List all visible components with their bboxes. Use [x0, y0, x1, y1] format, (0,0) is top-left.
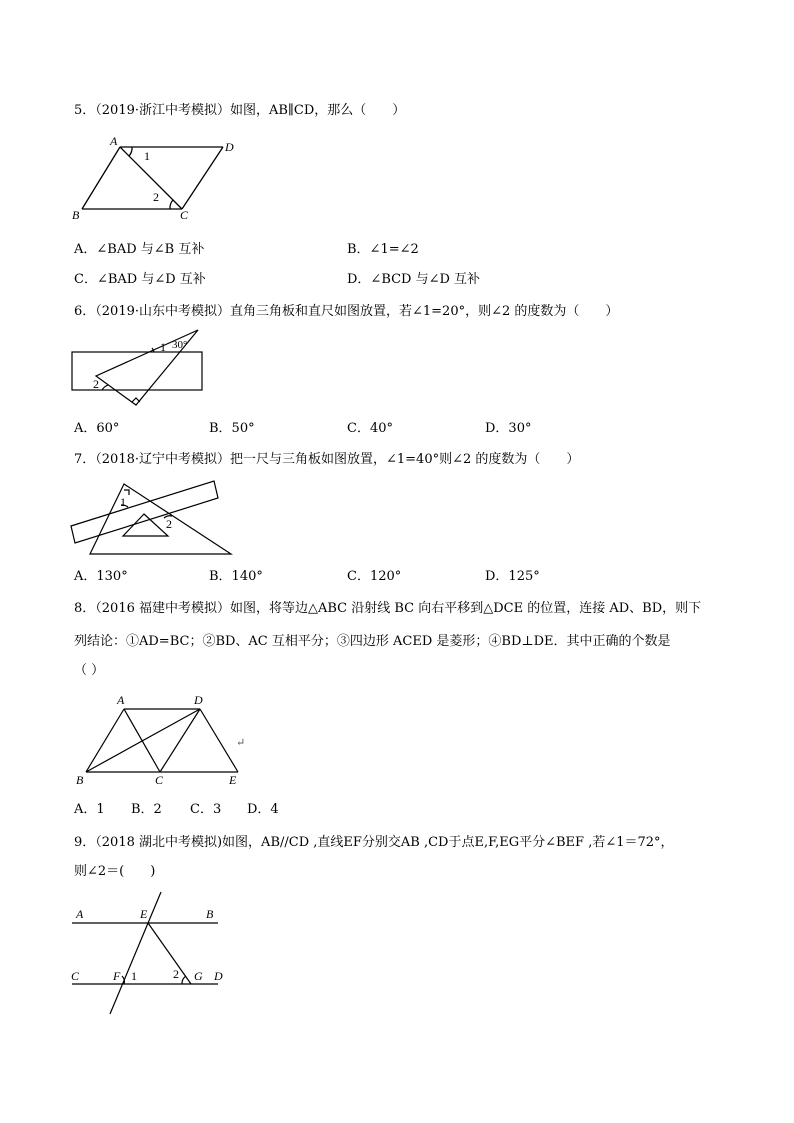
q8-label-D: D — [194, 693, 203, 707]
q8-line-DE — [200, 709, 238, 772]
q8-label-A: A — [117, 693, 125, 707]
q9-angle2-arc — [182, 976, 186, 984]
q9-label-G: G — [194, 969, 203, 983]
q8-stem-line3: （ ） — [74, 663, 105, 678]
q5-stem: 5．（2019·浙江中考模拟）如图，AB∥CD，那么（ ） — [74, 103, 406, 118]
q5-label-B: B — [72, 208, 80, 222]
q8-line-DC — [160, 709, 200, 772]
q9-label-F: F — [113, 969, 121, 983]
q6-stem: 6．（2019·山东中考模拟）直角三角板和直尺如图放置，若∠1=20°，则∠2 的度数为（ ） — [74, 304, 619, 319]
q9-label-C: C — [71, 969, 80, 983]
q7-option-b: B．140° — [209, 569, 263, 584]
q9-label-B: B — [206, 907, 214, 921]
q8-stem-line1: 8．（2016 福建中考模拟）如图，将等边△ABC 沿射线 BC 向右平移到△DCE 的位置，连接 AD、BD，则下 — [74, 601, 702, 616]
q5-angle1-arc — [129, 147, 132, 156]
q9-label-E: E — [140, 907, 148, 921]
q9-label-2: 2 — [173, 967, 179, 981]
q8-option-c: C．3 — [190, 802, 222, 817]
q8-option-d: D．4 — [247, 802, 279, 817]
q5-line-DC — [182, 147, 223, 209]
q9-label-A: A — [76, 907, 84, 921]
q7-label-1: 1 — [120, 495, 126, 509]
q6-option-b: B．50° — [209, 421, 255, 436]
q8-figure — [72, 690, 252, 788]
q7-label-2: 2 — [166, 517, 172, 531]
q5-line-AB — [82, 147, 120, 209]
q6-label-30: 30° — [172, 339, 188, 351]
q7-triangle-outer — [90, 484, 231, 554]
q6-label-2: 2 — [93, 377, 99, 391]
q6-label-1: 1 — [160, 340, 166, 354]
q8-stem-line2: 列结论：①AD=BC；②BD、AC 互相平分；③四边形 ACED 是菱形；④BD⊥DE．其中正确的个数是 — [74, 634, 671, 649]
q7-stem: 7．（2018·辽宁中考模拟）把一尺与三角板如图放置，∠1=40°则∠2 的度数为（ ） — [74, 452, 580, 467]
q9-stem-line1: 9．（2018 湖北中考模拟)如图，AB//CD ,直线EF分别交AB ,CD于点E,F,EG平分∠BEF ,若∠1＝72°， — [74, 835, 674, 850]
q9-stem-line2: 则∠2＝( ) — [74, 864, 156, 879]
q6-angle2-arc — [102, 385, 108, 390]
q7-ruler — [71, 481, 218, 543]
q5-angle2-arc — [170, 200, 173, 209]
q7-option-a: A．130° — [74, 569, 128, 584]
q5-option-a: A．∠BAD 与∠B 互补 — [74, 242, 205, 257]
q5-option-c: C．∠BAD 与∠D 互补 — [74, 272, 206, 287]
q5-label-1: 1 — [144, 149, 150, 163]
q7-option-d: D．125° — [485, 569, 540, 584]
q8-option-b: B．2 — [131, 802, 162, 817]
q5-label-C: C — [180, 208, 189, 222]
q7-option-c: C．120° — [347, 569, 402, 584]
q5-option-b: B．∠1=∠2 — [347, 242, 419, 257]
q8-label-B: B — [76, 773, 84, 787]
q6-option-d: D．30° — [485, 421, 532, 436]
q5-label-A: A — [110, 134, 118, 148]
q7-triangle-inner — [123, 514, 168, 536]
q8-label-C: C — [155, 773, 164, 787]
q9-line-EF — [110, 892, 161, 1014]
q7-figure — [68, 476, 238, 560]
q8-option-a: A．1 — [74, 802, 105, 817]
q5-option-d: D．∠BCD 与∠D 互补 — [347, 272, 481, 287]
q9-figure — [68, 890, 228, 1018]
q8-return-mark: ↵ — [236, 737, 246, 749]
q6-figure — [70, 326, 210, 408]
q5-figure — [70, 133, 240, 225]
q9-line-EG — [148, 923, 191, 984]
q6-option-a: A．60° — [74, 421, 120, 436]
q9-label-1: 1 — [131, 969, 137, 983]
q6-right-angle-mark — [132, 398, 140, 402]
q5-label-2: 2 — [153, 190, 159, 204]
q8-line-AB — [86, 709, 124, 772]
q6-option-c: C．40° — [347, 421, 393, 436]
q8-label-E: E — [229, 773, 237, 787]
q9-label-D: D — [214, 969, 223, 983]
q8-line-BD — [86, 709, 200, 772]
q5-label-D: D — [225, 140, 234, 154]
q5-line-AC — [120, 147, 182, 209]
